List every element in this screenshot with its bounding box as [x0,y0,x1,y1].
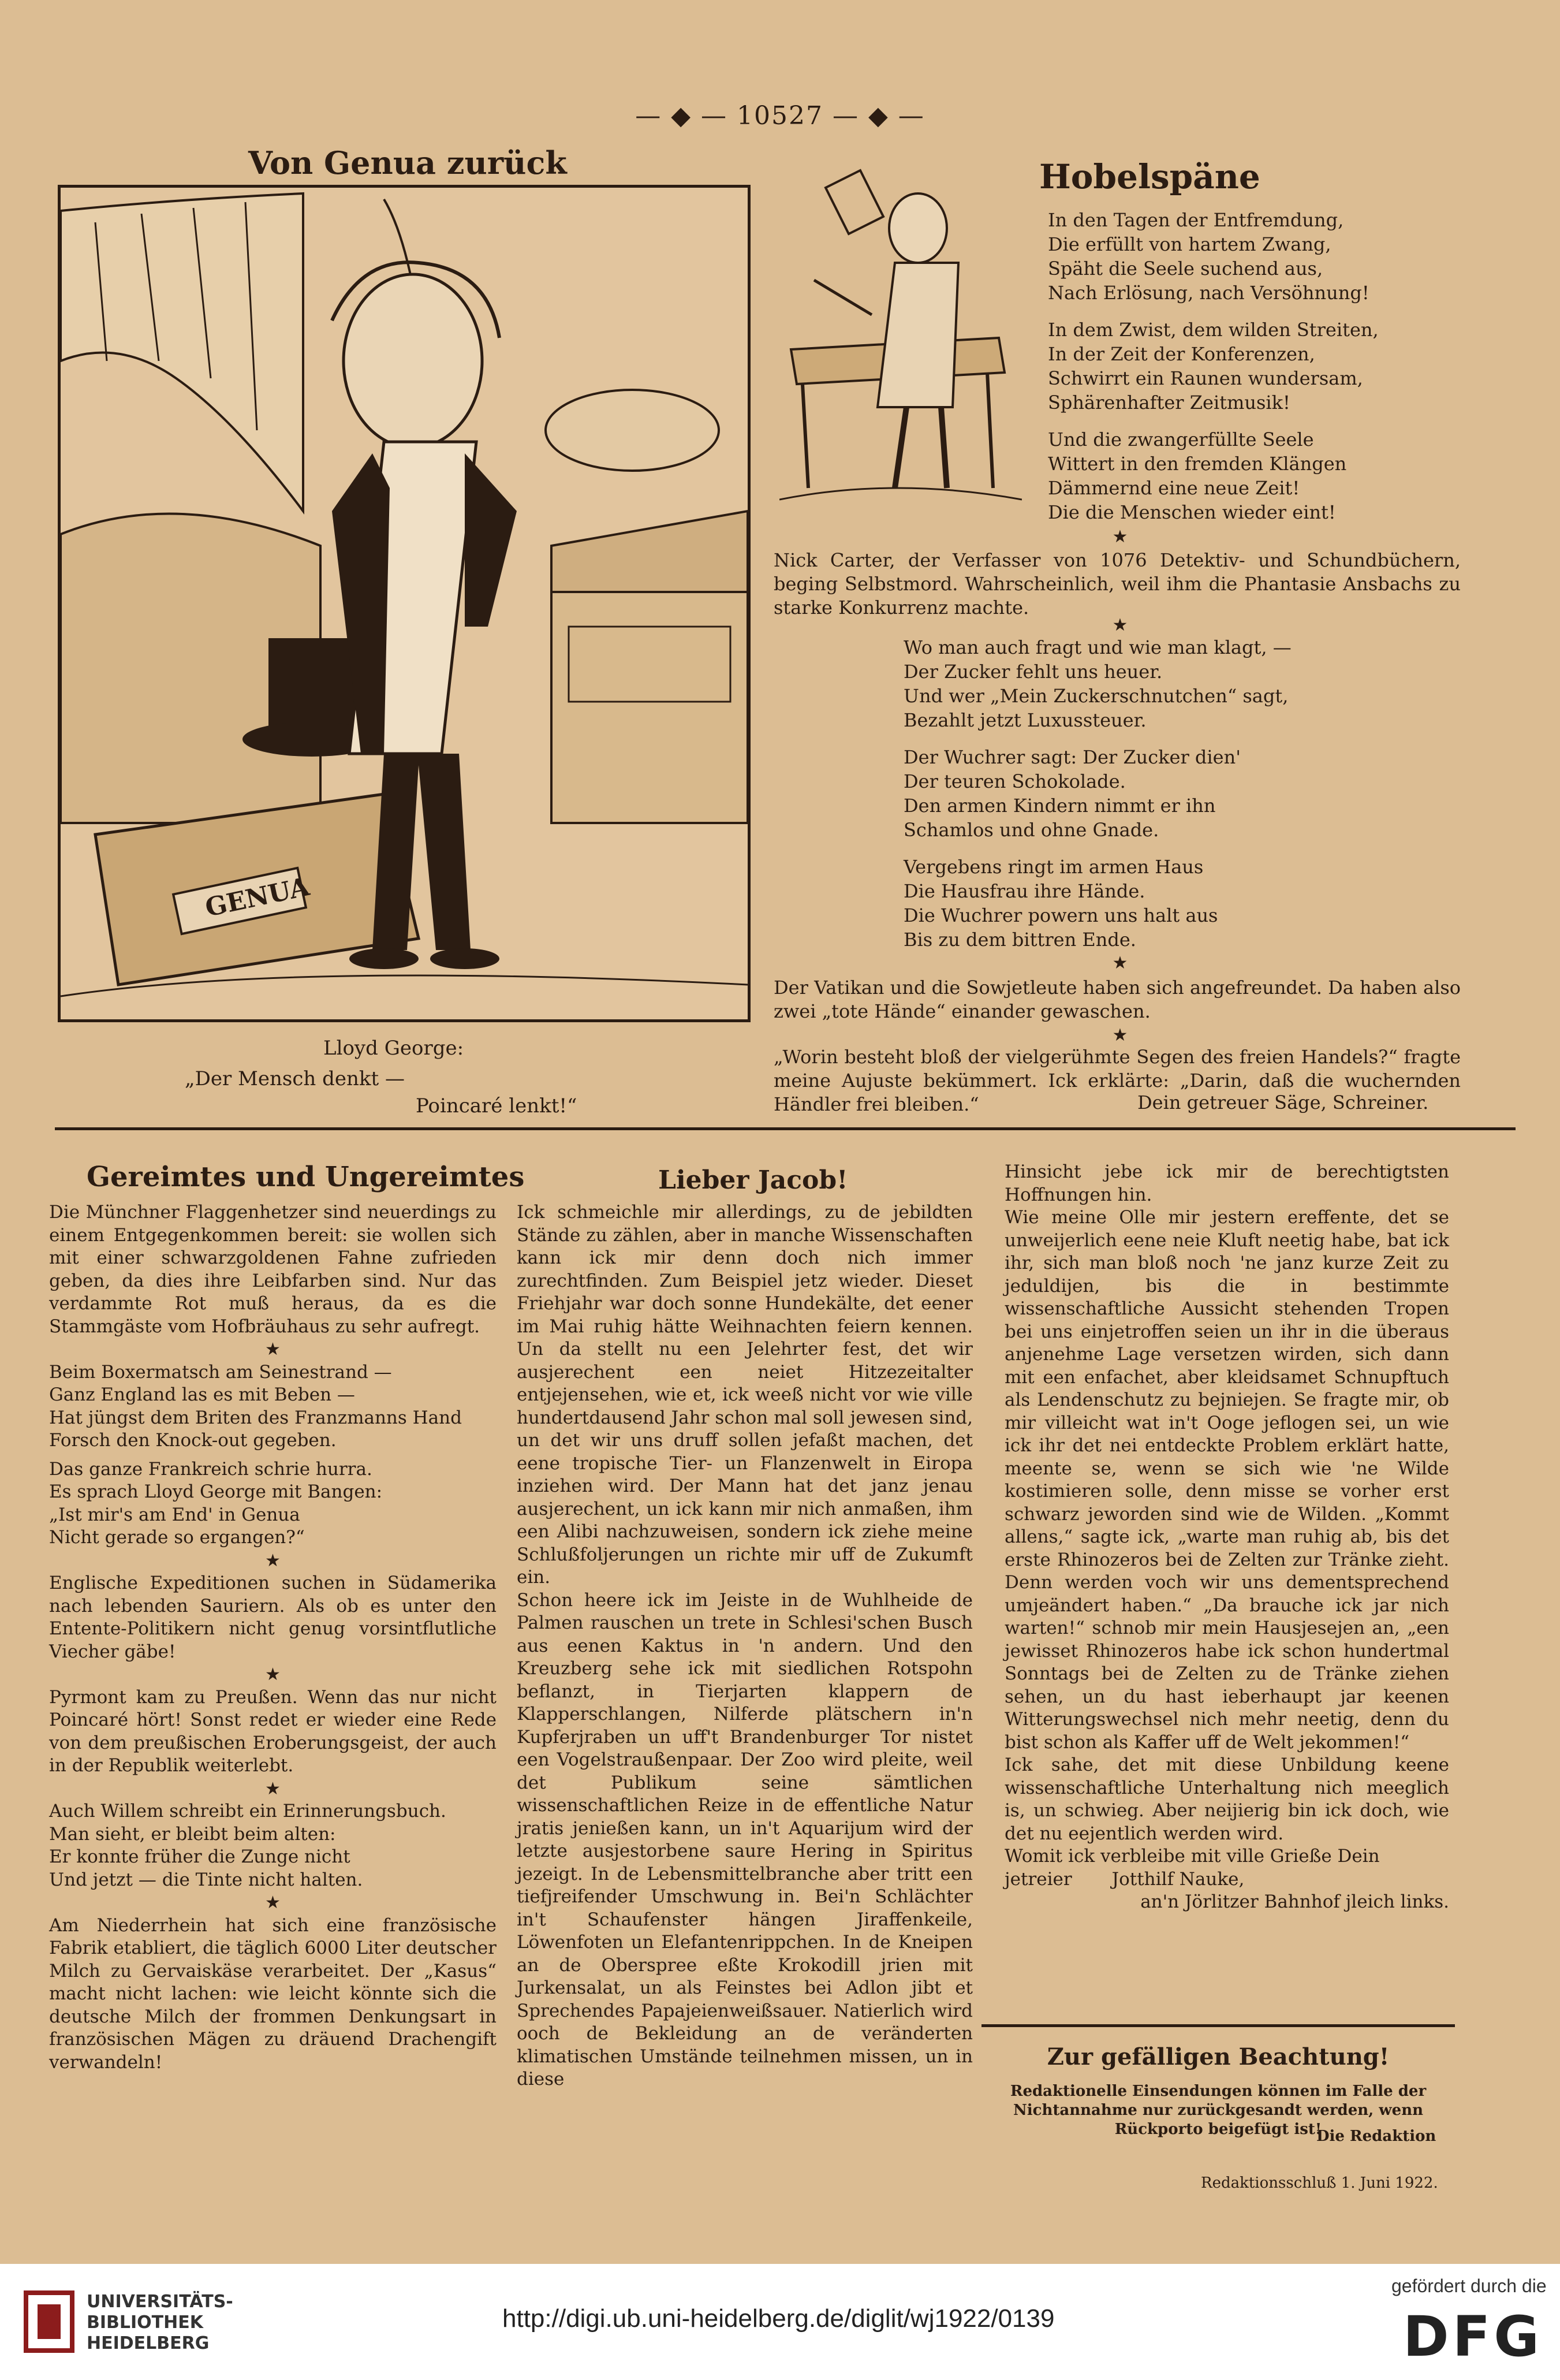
page-number: — ◆ — 10527 — ◆ — [635,101,925,131]
paragraph: Womit ick verbleibe mit ville Grieße Dein [1005,1846,1380,1867]
verse-line: Dämmernd eine neue Zeit! [1048,477,1300,499]
paragraph: Die Münchner Flaggenhetzer sind neuerdings zu einem Entgegenkommen bereit: sie wollen sich mit einer schwarzgoldenen Fahne zufrieden geben, da dies ihre Leibfarben sind. Nur das verdammte Rot muß heraus, da es die Stammgäste vom Hofbräuhaus zu sehr aufregt. [49,1202,497,1337]
verse-line: Vergebens ringt im armen Haus [904,856,1204,878]
cartoon-drawing [61,188,748,1019]
verse-line: In den Tagen der Entfremdung, [1048,209,1344,231]
caption-line-1: „Der Mensch denkt — [185,1067,405,1090]
notice-title: Zur gefälligen Beachtung! [1047,2043,1390,2070]
cartoon-title: Von Genua zurück [248,144,567,181]
verse [49,1458,497,1550]
verse-line: Späht die Seele suchend aus, [1048,258,1323,280]
digitization-footer [0,2264,1560,2380]
verse-line: Und jetzt — die Tinte nicht halten. [49,1869,363,1890]
verse-line: Nicht gerade so ergangen?“ [49,1527,305,1548]
verse-line: Schamlos und ohne Gnade. [904,819,1159,841]
verse-line: Schwirrt ein Raunen wundersam, [1048,367,1363,389]
notice-rule [981,2024,1455,2027]
signature-line [1005,1868,1449,1891]
separator-star: ★ [1112,527,1128,547]
verse-line: In der Zeit der Konferenzen, [1048,343,1315,365]
jacob-column [517,1201,973,2091]
verse [49,1800,497,1891]
verse-line: „Ist mir's am End' in Genua [49,1504,300,1525]
verse-line: Es sprach Lloyd George mit Bangen: [49,1481,383,1502]
handel-paragraph: „Worin besteht bloß der vielgerühmte Segen des freien Handels?“ fragte meine Aujuste bekümmert. Ick erklärte: „Darin, daß die wuchernden Händler frei bleiben.“ [774,1046,1461,1115]
library-seal-icon [23,2290,75,2353]
library-name-line: UNIVERSITÄTS- [87,2292,233,2312]
jacob-title: Lieber Jacob! [658,1165,848,1195]
signature-address: an'n Jörlitzer Bahnhof jleich links. [1140,1891,1449,1912]
verse-line: Bezahlt jetzt Luxussteuer. [904,709,1147,731]
paragraph: Ick sahe, det mit diese Unbildung keene wissenschaftliche Unterhaltung nich meeglich is, un schwieg. Aber neijierig bin ick doch, wie det nu eejentlich werden wird. [1005,1755,1449,1844]
signature-name: Jotthilf Nauke, [1111,1868,1245,1890]
horizontal-rule [55,1127,1516,1130]
verse-line: Er konnte früher die Zunge nicht [49,1846,350,1867]
separator-star: ★ [265,1778,281,1799]
hobel-verse-3 [1048,427,1346,524]
verse-line: Bis zu dem bittren Ende. [904,929,1136,951]
verse-line: Die erfüllt von hartem Zwang, [1048,233,1331,255]
verse-line: Beim Boxermatsch am Seinestrand — [49,1361,392,1383]
hobel-verse-5 [904,745,1241,842]
funded-by-text: gefördert durch die [1391,2275,1547,2296]
source-url-link[interactable]: http://digi.ub.uni-heidelberg.de/diglit/wj1922/0139 [502,2304,1055,2333]
hobel-signature: Dein getreuer Säge, Schreiner. [1137,1092,1429,1113]
dfg-logo: DFG [1403,2304,1543,2369]
verse-line: Und die zwangerfüllte Seele [1048,429,1314,450]
verse [49,1361,497,1452]
paragraph: Am Niederrhein hat sich eine französische Fabrik etabliert, die täglich 6000 Liter deutscher Milch zu Gervaiskäse verarbeitet. Der „Kasus“ macht nicht lachen: wie leicht könnte sich die deutsche Milch der frommen Denkungsart in französischen Mägen zu dräuend Drachengift verwandeln! [49,1915,497,2073]
verse-line: Die Hausfrau ihre Hände. [904,880,1145,902]
paragraph: Hinsicht jebe ick mir de berechtigtsten Hoffnungen hin. [1005,1161,1449,1205]
verse-line: Den armen Kindern nimmt er ihn [904,795,1216,817]
library-name-line: HEIDELBERG [87,2333,210,2353]
verse-line: Der Wuchrer sagt: Der Zucker dien' [904,746,1241,768]
verse-line: Die Wuchrer powern uns halt aus [904,904,1218,926]
separator-star: ★ [1112,615,1128,635]
verse-line: Der Zucker fehlt uns heuer. [904,661,1163,683]
notice-sign: Die Redaktion [1316,2128,1436,2145]
page-number-value: 10527 [737,101,823,131]
paragraph: Wie meine Olle mir jestern ereffente, det se unweijerlich eene neie Kluft neetig habe, bat ick ihr, sich man bloß noch 'ne janz kurze Zeit zu jeduldijen, bis die in bestimmte wissenschaftliche Aussicht stehenden Tropen bei uns einjetroffen seien un ihr in die überaus anjenehme Lage versetzen wirden, sich dann mit een enfachet, aber kleidsamet Schnupftuch als Lendenschutz zu bejniejen. Se fragte mir, ob mir villeicht wat in't Ooge jeflogen sei, un wie ick ihr det nei entdeckte Problem erklärt hatte, meente se, wenn se sich wie 'ne Wilde kostimieren solle, denn misse se vorher erst schwarz jeworden sind wie de Wilden. „Kommt allens,“ sagte ick, „warte man ruhig ab, bis det erste Rhinozeros bei de Zelten zur Tränke zieht. Denn werden voch wir uns dementsprechend umjeändert haben.“ „Da brauche ick jar nich warten!“ schnob mir mein Hausjesejen an, „een jewisset Rhinozeros habe ick schon hundertmal Sonntags bei de Zelten zu de Tränke ziehen sehen, un du hast ieberhaupt jar keenen Witterungswechsel nich mehr neetig, denn du bist schon als Kaffer uff de Welt jekommen!“ [1005,1207,1449,1753]
hobel-verse-2 [1048,318,1379,415]
verse-line: Wittert in den fremden Klängen [1048,453,1347,475]
verse-line: Hat jüngst dem Briten des Franzmanns Hand [49,1407,462,1428]
verse-line: Der teuren Schokolade. [904,770,1126,792]
notice-text: Redaktionelle Einsendungen können im Falle der Nichtannahme nur zurückgesandt werden, wenn Rückporto beigefügt ist! [1010,2083,1427,2138]
verse-line: Ganz England las es mit Beben — [49,1384,355,1405]
verse-line: Das ganze Frankreich schrie hurra. [49,1458,372,1480]
paragraph: Ick schmeichle mir allerdings, zu de jebildten Stände zu zählen, aber in manche Wissenschaften kann ick mir denn doch nich immer zurechtfinden. Zum Beispiel jetz wieder. Dieset Friehjahr war doch sonne Hundekälte, det eener im Mai ruhig hätte Weihnachten feiern kennen. Un da stellt nu een Jelehrter fest, det wir ausjerechent een neiet Hitzezeitalter entjejensehen, wie et, ick weeß nicht vor wie ville hundertdausend Jahr schon mal soll jewesen sind, un det wir uns druff sollen jefaßt machen, det eene tropische Tier- un Flanzenwelt in Eiropa inziehen wird. Der Mann hat det janz jenau ausjerechent, un ick kann mir nich anmaßen, ihm een Alibi nachzuweisen, sondern ick ziehe meine Schlußfoljerungen un richte mir uff de Zukumft ein. [517,1202,973,1588]
library-name [87,2292,233,2354]
carpenter-illustration [779,165,1022,511]
separator-star: ★ [265,1664,281,1685]
carter-paragraph: Nick Carter, der Verfasser von 1076 Detektiv- und Schundbüchern, beging Selbstmord. Wahrscheinlich, weil ihm die Phantasie Ansbachs zu starke Konkurrenz machte. [774,549,1461,619]
hobel-verse-4 [904,635,1292,732]
carpenter-drawing [779,165,1022,511]
separator-star: ★ [265,1550,281,1571]
hobel-verse-1 [1048,208,1369,305]
paragraph: Englische Expeditionen suchen in Südamerika nach lebenden Sauriern. Als ob es unter den Entente-Politikern nicht genug vorsintflutliche Viecher gäbe! [49,1573,497,1662]
verse-line: Auch Willem schreibt ein Erinnerungsbuch. [49,1801,446,1822]
verse-line: Nach Erlösung, nach Versöhnung! [1048,282,1369,304]
separator-star: ★ [1112,1025,1128,1045]
verse-line: Und wer „Mein Zuckerschnutchen“ sagt, [904,685,1289,707]
caption-speaker: Lloyd George: [323,1037,464,1060]
verse-line: Forsch den Knock-out gegeben. [49,1430,337,1451]
verse-line: Sphärenhafter Zeitmusik! [1048,392,1290,414]
cartoon-illustration [58,185,751,1022]
verse-line: Die die Menschen wieder eint! [1048,501,1336,523]
nauke-column [1005,1161,1449,1914]
separator-star: ★ [265,1893,281,1913]
paragraph: Schon heere ick im Jeiste in de Wuhlheide de Palmen rauschen un trete in Schlesi'schen Busch aus eenen Kaktus in 'n andern. Und den Kreuzberg sehe ick mit siedlichen Rotspohn beflanzt, in Tierjarten klappern de Klapperschlangen, Nilferde plätschern in'n Kupferjraben un uff't Brandenburger Tor nistet een Vogelstraußenpaar. Der Zoo wird pleite, weil det Publikum seine sämtlichen wissenschaftlichen Reize in de effentliche Natur jratis jenießen kann, un in't Aquarijum wird der letzte ausjestorbene saure Hering in Spiritus jezeigt. In de Lebensmittelbranche aber tritt een tiefjreifender Umschwung in. Bei'n Schlächter in't Schaufenster hängen Jiraffenkeile, Löwenfoten un Elefantenrippchen. In de Kneipen an de Oberspree eßte Krokodill jrien mit Jurkensalat, un als Feinstes bei Adlon jibt et Sprechendes Papajeienweißsauer. Natierlich wird ooch de Bekleidung an de veränderten klimatischen Umstände teilnehmen missen, un in diese [517,1589,973,2090]
hobelspaene-title: Hobelspäne [1039,157,1260,196]
verse-line: Wo man auch fragt und wie man klagt, — [904,636,1292,658]
separator-star: ★ [1112,953,1128,973]
redaktionsschluss: Redaktionsschluß 1. Juni 1922. [1201,2174,1438,2192]
verse-line: In dem Zwist, dem wilden Streiten, [1048,319,1379,341]
signature-part: jetreier [1005,1868,1072,1890]
gereimtes-column [49,1201,497,2074]
library-name-line: BIBLIOTHEK [87,2312,203,2333]
caption-line-2: Poincaré lenkt!“ [416,1094,577,1118]
gereimtes-title: Gereimtes und Ungereimtes [87,1161,525,1193]
suitcase-label: GENUA [203,872,312,923]
separator-star: ★ [265,1339,281,1360]
vatikan-paragraph: Der Vatikan und die Sowjetleute haben sich angefreundet. Da haben also zwei „tote Hände“ einander gewaschen. [774,977,1461,1022]
paragraph: Pyrmont kam zu Preußen. Wenn das nur nicht Poincaré hört! Sonst redet er wieder eine Rede von dem preußischen Eroberungsgeist, der auch in der Republik weiterlebt. [49,1686,497,1776]
verse-line: Man sieht, er bleibt beim alten: [49,1823,336,1845]
hobel-verse-6 [904,855,1218,952]
